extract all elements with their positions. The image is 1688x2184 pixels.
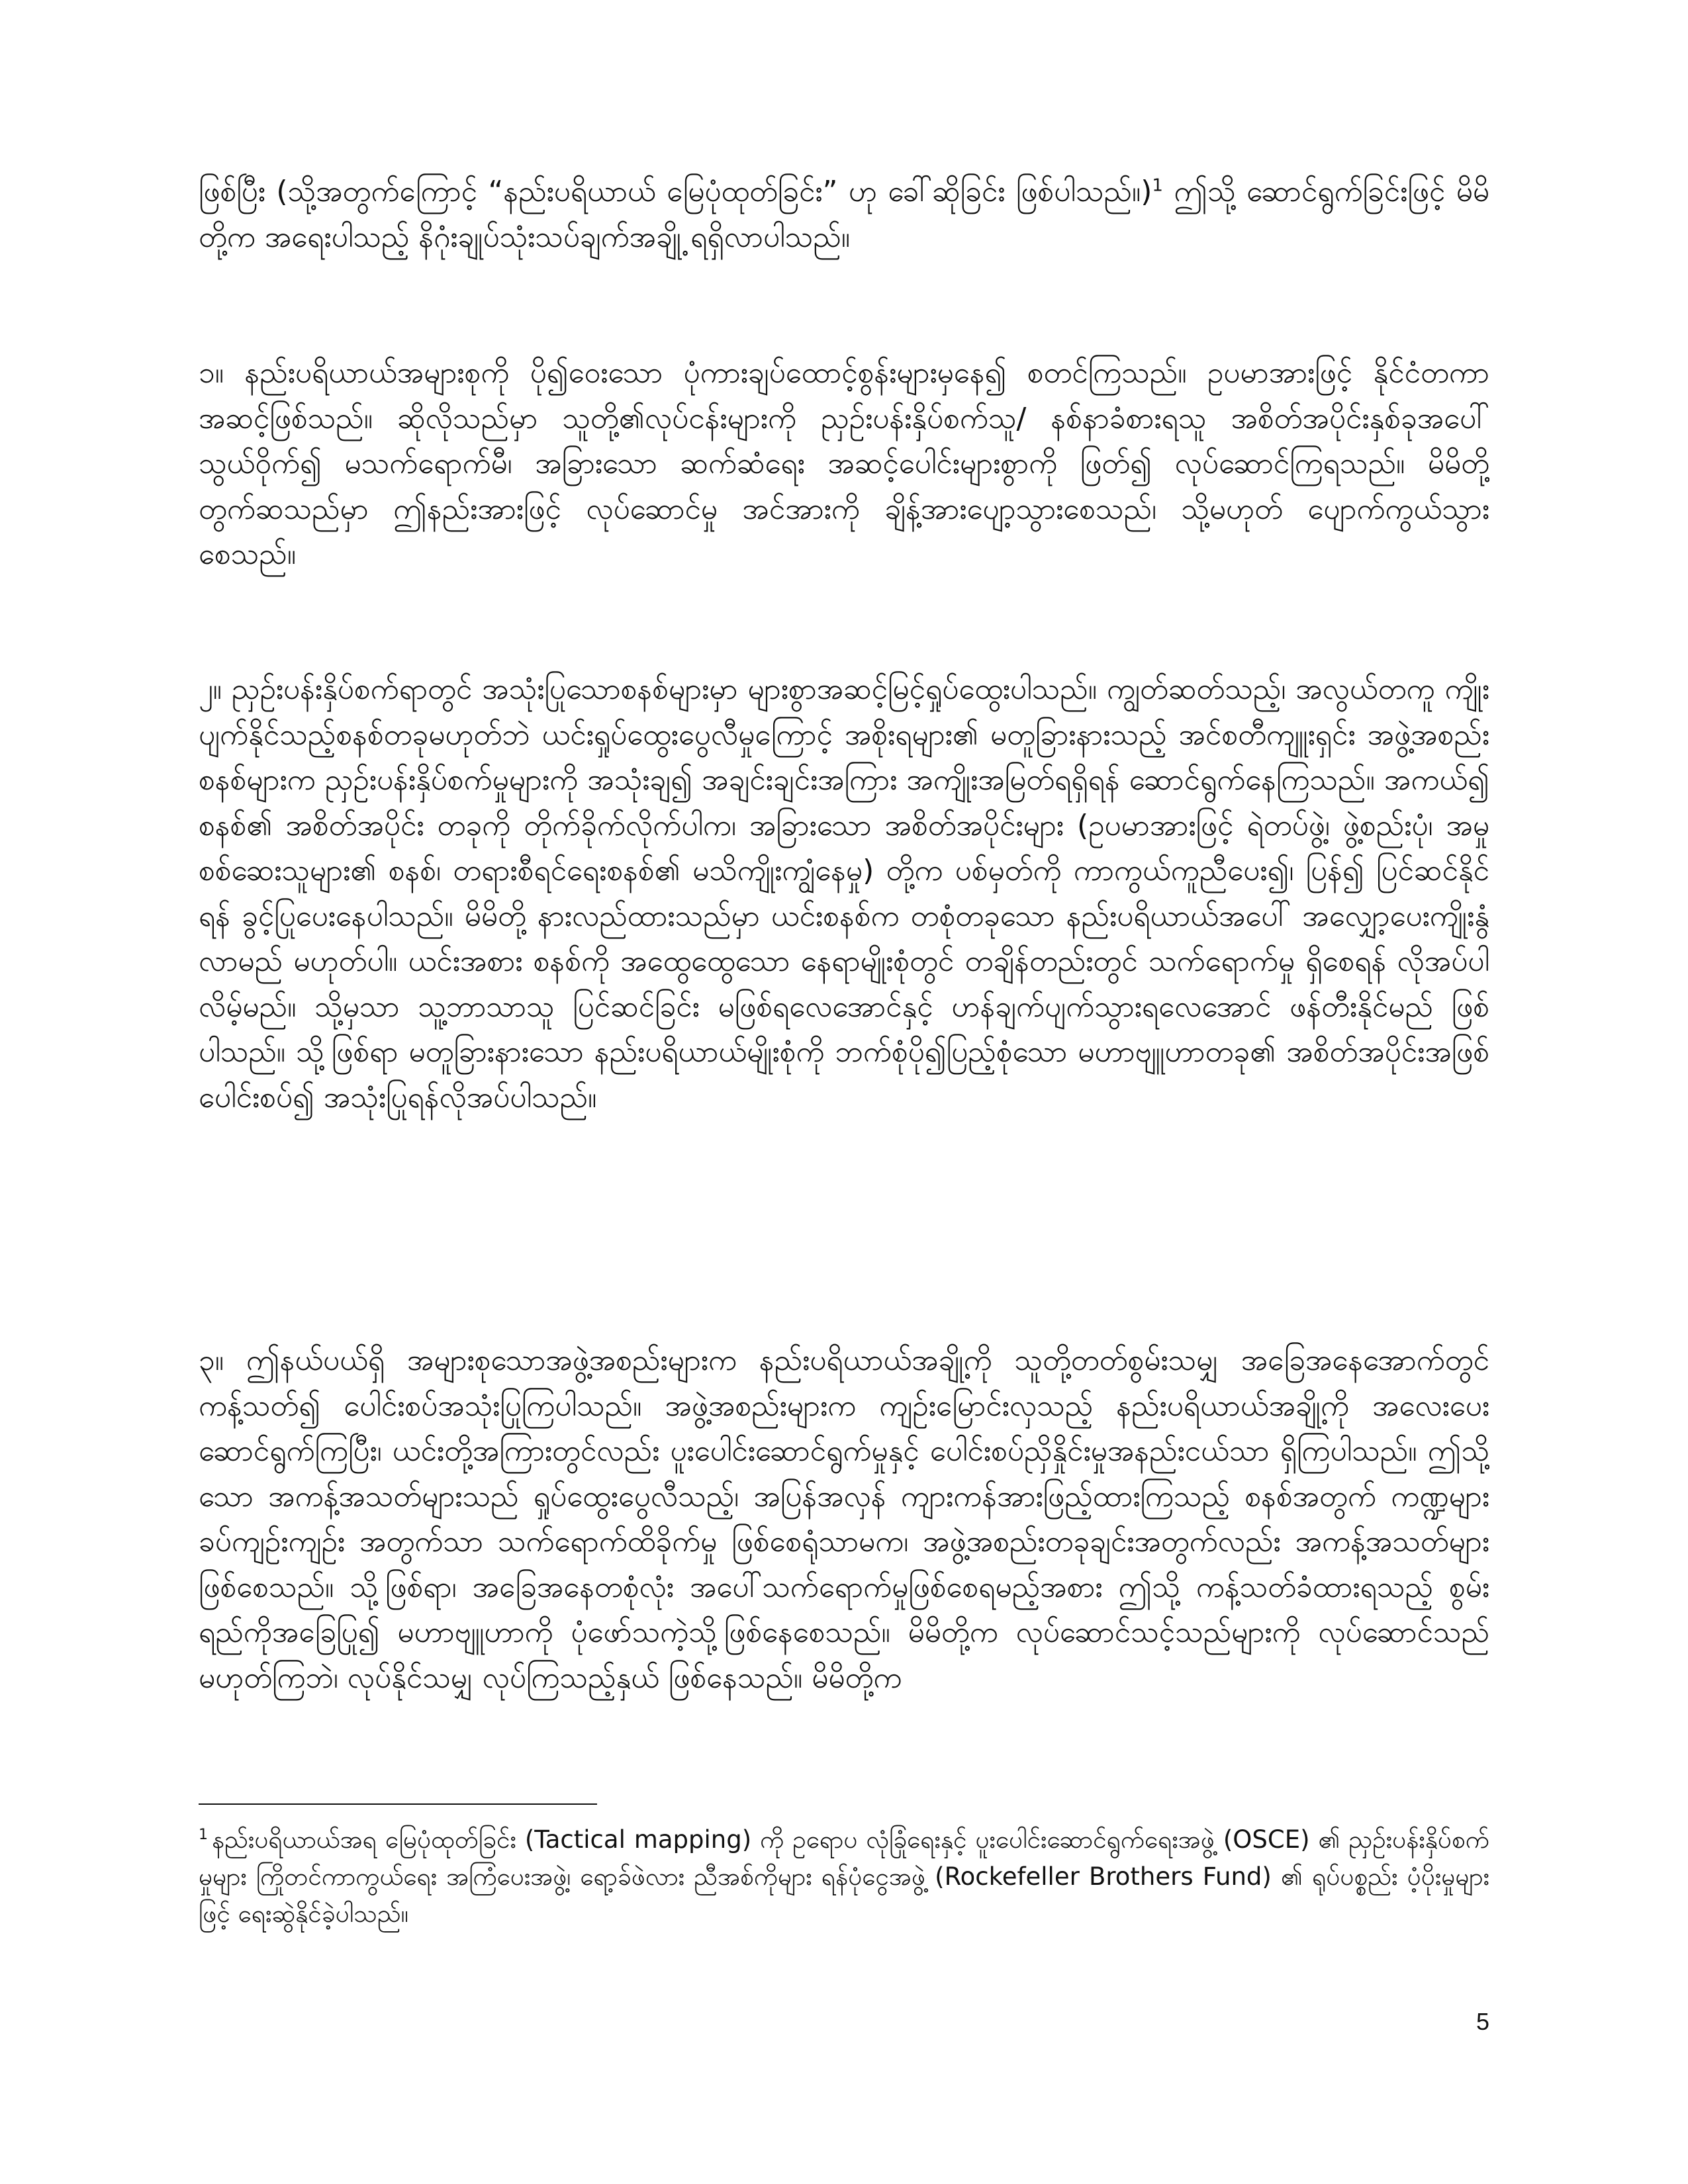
footnote-divider bbox=[199, 1803, 597, 1805]
footnote-reference: 1 bbox=[1152, 175, 1163, 196]
paragraph-point-1: ၁။ နည်းပရိယာယ်အများစုကို ပို၍ဝေးသော ပုံကားချပ်ထောင့်စွန်းများမှနေ၍ စတင်ကြသည်။ ဥပမာအားဖြင့် နိုင်ငံတကာအဆင့်ဖြစ်သည်။ ဆိုလိုသည်မှာ သူတို့၏လုပ်ငန်းများကို ညှဉ်းပန်းနှိပ်စက်သူ/ နစ်နာခံစားရသူ အစိတ်အပိုင်းနှစ်ခုအပေါ် သွယ်ဝိုက်၍ မသက်ရောက်မီ၊ အခြားသော ဆက်ဆံရေး အဆင့်ပေါင်းများစွာကို ဖြတ်၍ လုပ်ဆောင်ကြရသည်။ မိမိတို့တွက်ဆသည်မှာ ဤနည်းအားဖြင့် လုပ်ဆောင်မှု အင်အားကို ချိန့်အားပျော့သွားစေသည်၊ သို့မဟုတ် ပျောက်ကွယ်သွားစေသည်။ bbox=[199, 356, 1489, 571]
paragraph-point-2: ၂။ ညှဉ်းပန်းနှိပ်စက်ရာတွင် အသုံးပြုသောစနစ်များမှာ များစွာအဆင့်မြင့်ရှုပ်ထွေးပါသည်။ ကျွတ်ဆတ်သည့်၊ အလွယ်တကူ ကျိုးပျက်နိုင်သည့်စနစ်တခုမဟုတ်ဘဲ ယင်းရှုပ်ထွေးပွေလီမှုကြောင့် အစိုးရများ၏ မတူခြားနားသည့် အင်စတီကျူးရှင်း အဖွဲ့အစည်းစနစ်များက ညှဉ်းပန်းနှိပ်စက်မှုများကို အသုံးချ၍ အချင်းချင်းအကြား အကျိုးအမြတ်ရရှိရန် ဆောင်ရွက်နေကြသည်။ အကယ်၍ စနစ်၏ အစိတ်အပိုင်း တခုကို တိုက်ခိုက်လိုက်ပါက၊ အခြားသော အစိတ်အပိုင်းများ (ဥပမာအားဖြင့် ရဲတပ်ဖွဲ့၊ ဖွဲ့စည်းပုံ၊ အမှုစစ်ဆေးသူများ၏ စနစ်၊ တရားစီရင်ရေးစနစ်၏ မသိကျိုးကျွံနေမှု) တို့က ပစ်မှတ်ကို ကာကွယ်ကူညီပေး၍၊ ပြန်၍ ပြင်ဆင်နိုင်ရန် ခွင့်ပြုပေးနေပါသည်။ မိမိတို့ နားလည်ထားသည်မှာ ယင်းစနစ်က တစုံတခုသော နည်းပရိယာယ်အပေါ် အလျှော့ပေးကျိုးနွံလာမည် မဟုတ်ပါ။ ယင်းအစား စနစ်ကို အထွေထွေသော နေရာမျိုးစုံတွင် တချိန်တည်းတွင် သက်ရောက်မှု ရှိစေရန် လိုအပ်ပါလိမ့်မည်။ သို့မှသာ သူ့ဘာသာသူ ပြင်ဆင်ခြင်း မဖြစ်ရလေအောင်နှင့် ဟန်ချက်ပျက်သွားရလေအောင် ဖန်တီးနိုင်မည် ဖြစ်ပါသည်။ သို့ဖြစ်ရာ မတူခြားနားသော နည်းပရိယာယ်မျိုးစုံကို ဘက်စုံပို၍ပြည့်စုံသော မဟာဗျူဟာတခု၏ အစိတ်အပိုင်းအဖြစ် ပေါင်းစပ်၍ အသုံးပြုရန်လိုအပ်ပါသည်။ bbox=[199, 672, 1489, 1115]
footnote-text: နည်းပရိယာယ်အရ မြေပုံထုတ်ခြင်း (Tactical mapping) ကို ဥရောပ လုံခြုံရေးနှင့် ပူးပေါင်းဆောင်ရွက်ရေးအဖွဲ့ (OSCE) ၏ ညှဉ်းပန်းနှိပ်စက်မှုများ ကြိုတင်ကာကွယ်ရေး အကြံပေးအဖွဲ့၊ ရော့ခ်ဖဲလား ညီအစ်ကိုများ ရန်ပုံငွေအဖွဲ့ (Rockefeller Brothers Fund) ၏ ရုပ်ပစ္စည်း ပံ့ပိုးမှုများဖြင့် ရေးဆွဲနိုင်ခဲ့ပါသည်။ bbox=[199, 1825, 1489, 1928]
footnote-marker: 1 bbox=[199, 1826, 208, 1843]
paragraph-intro bbox=[199, 169, 1489, 262]
footnote bbox=[199, 1821, 1489, 1954]
paragraph-point-3: ၃။ ဤနယ်ပယ်ရှိ အများစုသောအဖွဲ့အစည်းများက နည်းပရိယာယ်အချို့ကို သူတို့တတ်စွမ်းသမျှ အခြေအနေအောက်တွင် ကန့်သတ်၍ ပေါင်းစပ်အသုံးပြုကြပါသည်။ အဖွဲ့အစည်းများက ကျဉ်းမြောင်းလှသည့် နည်းပရိယာယ်အချို့ကို အလေးပေးဆောင်ရွက်ကြပြီး၊ ယင်းတို့အကြားတွင်လည်း ပူးပေါင်းဆောင်ရွက်မှုနှင့် ပေါင်းစပ်ညှိနှိုင်းမှုအနည်းငယ်သာ ရှိကြပါသည်။ ဤသို့သော အကန့်အသတ်များသည် ရှုပ်ထွေးပွေလီသည့်၊ အပြန်အလှန် ကျားကန်အားဖြည့်ထားကြသည့် စနစ်အတွက် ကဏ္ဍများ ခပ်ကျဉ်းကျဉ်း အတွက်သာ သက်ရောက်ထိခိုက်မှု ဖြစ်စေရုံသာမက၊ အဖွဲ့အစည်းတခုချင်းအတွက်လည်း အကန့်အသတ်များ ဖြစ်စေသည်။ သို့ဖြစ်ရာ၊ အခြေအနေတစုံလုံး အပေါ်သက်ရောက်မှုဖြစ်စေရမည့်အစား ဤသို့ ကန့်သတ်ခံထားရသည့် စွမ်းရည်ကိုအခြေပြု၍ မဟာဗျူဟာကို ပုံဖော်သကဲ့သို့ဖြစ်နေစေသည်။ မိမိတို့က လုပ်ဆောင်သင့်သည်များကို လုပ်ဆောင်သည် မဟုတ်ကြဘဲ၊ လုပ်နိုင်သမျှ လုပ်ကြသည့်နှယ် ဖြစ်နေသည်။ မိမိတို့က bbox=[199, 1343, 1489, 1695]
paragraph-intro-text-b: ဤသို့ ဆောင်ရွက်ခြင်းဖြင့် မိမိတို့က အရေးပါသည့် နိဂုံးချုပ်သုံးသပ်ချက်အချို့ ရရှိလာပါသည်။ bbox=[199, 175, 1489, 254]
page-number: 5 bbox=[1476, 2008, 1489, 2035]
paragraph-intro-text-a: ဖြစ်ပြီး (သို့အတွက်ကြောင့် “နည်းပရိယာယ် မြေပုံထုတ်ခြင်း” ဟု ခေါ်ဆိုခြင်း ဖြစ်ပါသည်။) bbox=[199, 175, 1152, 208]
